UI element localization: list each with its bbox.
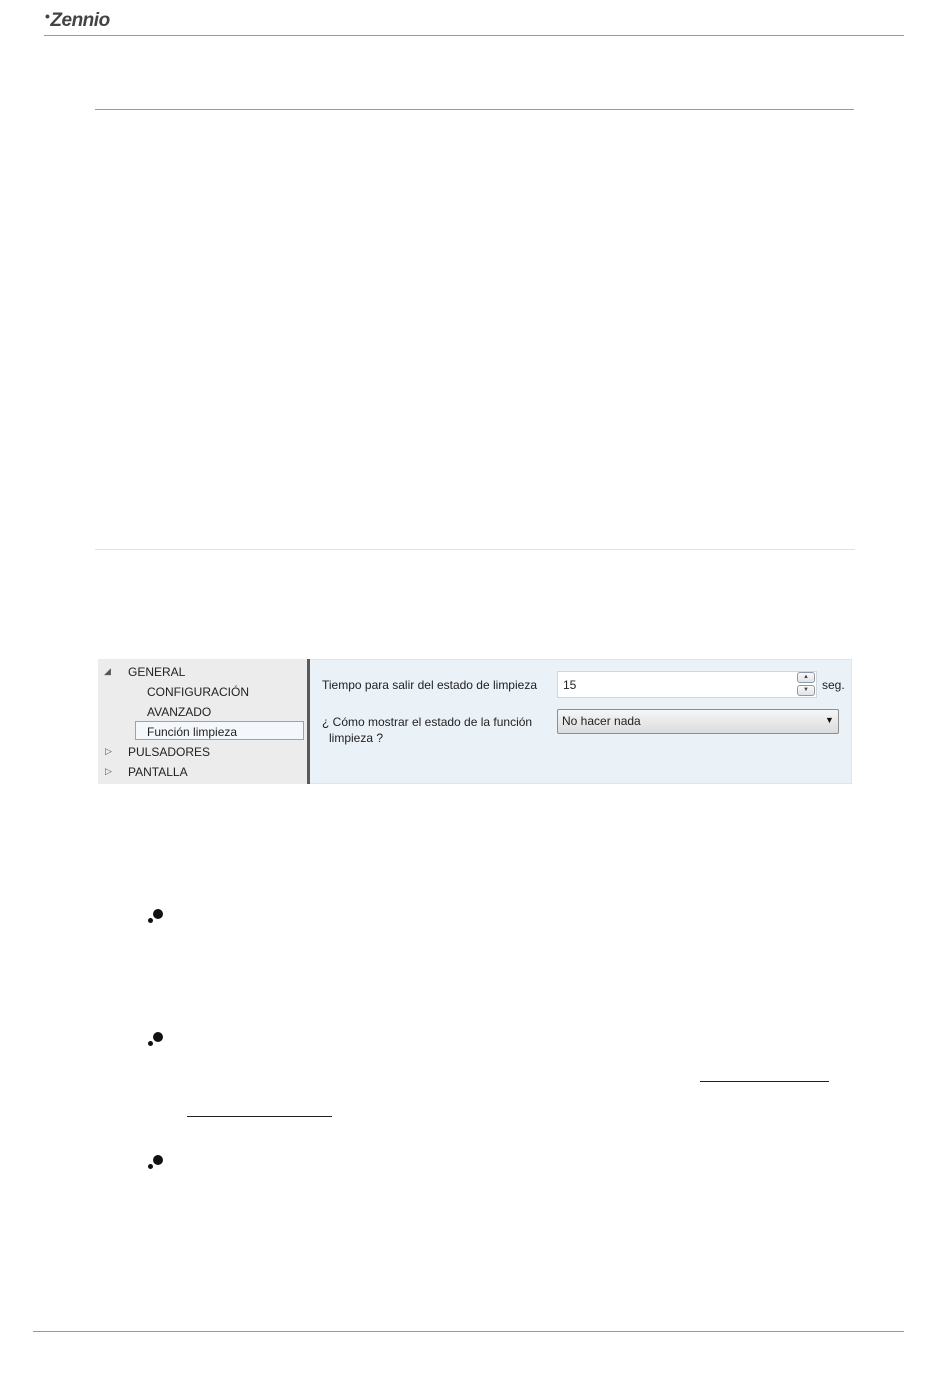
show-state-label-cont: limpieza ? [329, 731, 384, 745]
exit-time-unit: seg. [822, 678, 845, 692]
tree-item-configuracion[interactable]: CONFIGURACIÓN [147, 685, 249, 699]
exit-time-label: Tiempo para salir del estado de limpieza [322, 678, 537, 692]
footer-divider [33, 1331, 904, 1332]
section-divider-top [95, 109, 854, 110]
zennio-logo [45, 10, 110, 32]
header-divider [44, 35, 904, 36]
exit-time-value[interactable]: 15 [563, 678, 577, 692]
section-divider-bottom [95, 549, 855, 550]
tree-item-avanzado[interactable]: AVANZADO [147, 705, 212, 719]
show-state-value[interactable]: No hacer nada [562, 714, 641, 728]
tree-item-pulsadores[interactable]: PULSADORES [128, 745, 211, 759]
bullet-icon [148, 909, 164, 925]
exit-time-input[interactable] [557, 671, 817, 698]
bullet-icon [148, 1155, 164, 1171]
tree-item-funcion-limpieza[interactable]: Función limpieza [147, 725, 238, 739]
logo-dots-icon: • [45, 8, 50, 24]
expanded-arrow-icon[interactable]: ◢ [104, 666, 111, 676]
bullet-icon [148, 1032, 164, 1048]
spin-down-icon[interactable]: ▼ [797, 685, 815, 696]
chevron-down-icon[interactable]: ▼ [825, 715, 834, 725]
spin-up-icon[interactable]: ▲ [797, 672, 815, 683]
link-underline[interactable] [187, 1116, 332, 1117]
logo-text: Zennio [50, 10, 110, 31]
tree-item-general[interactable]: GENERAL [128, 665, 186, 679]
show-state-label: ¿ Cómo mostrar el estado de la función [322, 715, 533, 729]
collapsed-arrow-icon[interactable]: ▷ [105, 766, 112, 776]
collapsed-arrow-icon[interactable]: ▷ [105, 746, 112, 756]
panel-splitter[interactable] [307, 659, 310, 784]
link-underline[interactable] [700, 1081, 829, 1082]
tree-item-pantalla[interactable]: PANTALLA [128, 765, 188, 779]
